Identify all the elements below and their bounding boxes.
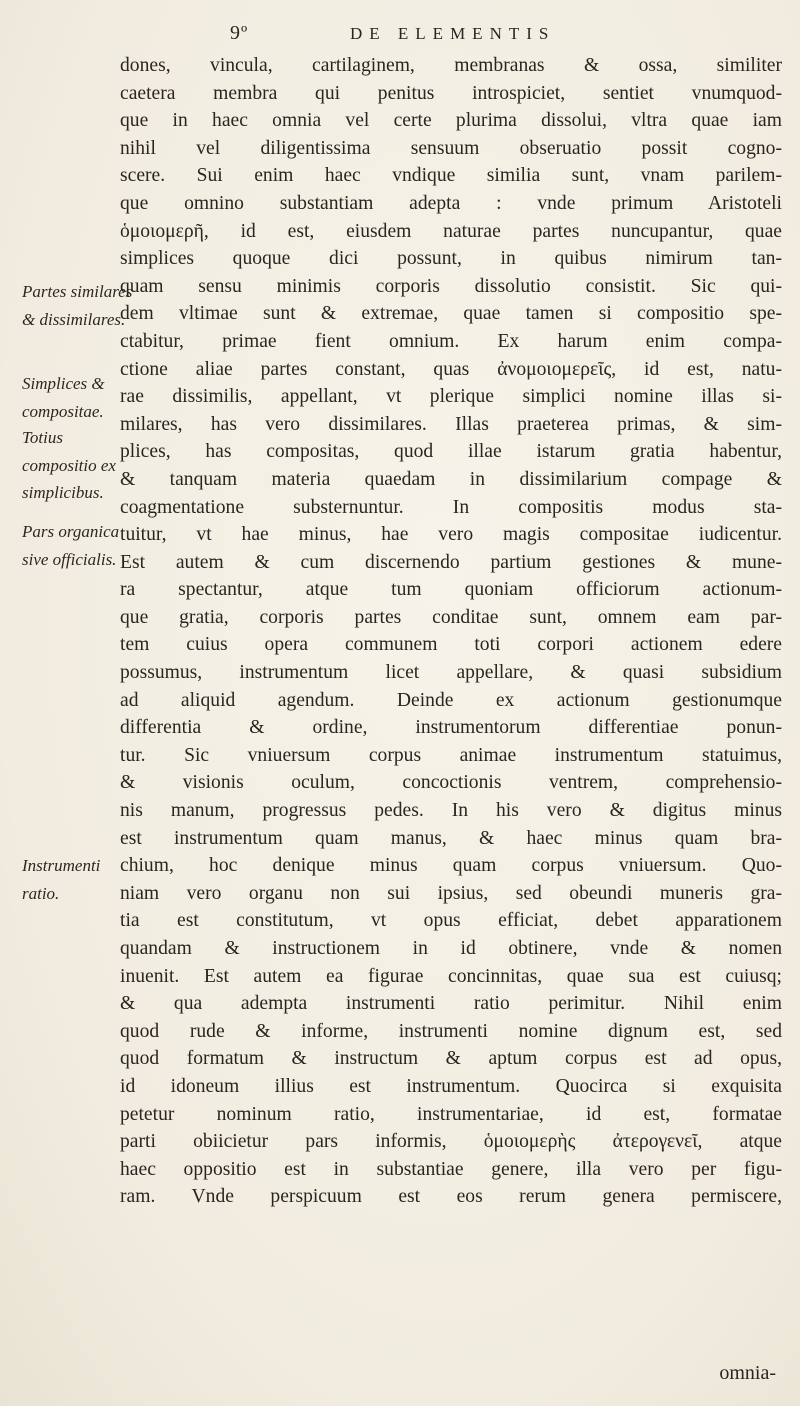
text-line: scere. Sui enim haec vndique similia sunt, vnam parilem-	[120, 165, 782, 187]
body-text	[120, 52, 782, 1239]
running-head	[230, 22, 710, 50]
text-line: tia est constitutum, vt opus efficiat, debet apparationem	[120, 910, 782, 932]
text-line: ad aliquid agendum. Deinde ex actionum gestionumque	[120, 689, 782, 711]
text-line: niam vero organu non sui ipsius, sed obeundi muneris gra-	[120, 882, 782, 904]
text-line: quod rude & informe, instrumenti nomine dignum est, sed	[120, 1020, 782, 1042]
text-line: plices, has compositas, quod illae istarum gratia habentur,	[120, 441, 782, 463]
text-line: id idoneum illius est instrumentum. Quocirca si exquisita	[120, 1075, 782, 1097]
margin-note-instrumenti-ratio: Instrumenti ratio.	[22, 856, 101, 903]
text-line: ram. Vnde perspicuum est eos rerum genera permiscere,	[120, 1186, 782, 1208]
text-line: dones, vincula, cartilaginem, membranas & ossa, similiter	[120, 55, 782, 76]
text-line: & qua adempta instrumenti ratio perimitur. Nihil enim	[120, 993, 782, 1015]
text-line: ὁμοιομερῆ, id est, eiusdem naturae partes nuncupantur, quae	[120, 220, 782, 242]
text-line: nihil vel diligentissima sensuum obseruatio possit cogno-	[120, 137, 782, 159]
margin-note-totius-compositio: Totius compositio ex simplicibus.	[22, 428, 116, 502]
text-line: chium, hoc denique minus quam corpus vniuersum. Quo-	[120, 855, 782, 877]
text-line: Est autem & cum discernendo partium gestiones & mune-	[120, 551, 782, 573]
text-line: petetur nominum ratio, instrumentariae, id est, formatae	[120, 1103, 782, 1125]
text-line: tur. Sic vniuersum corpus animae instrumentum statuimus,	[120, 744, 782, 766]
text-line: que in haec omnia vel certe plurima dissolui, vltra quae iam	[120, 110, 782, 132]
text-line: rae dissimilis, appellant, vt plerique simplici nomine illas si-	[120, 386, 782, 408]
text-line: que omnino substantiam adepta : vnde primum Aristoteli	[120, 192, 782, 214]
text-line: differentia & ordine, instrumentorum differentiae ponun-	[120, 717, 782, 739]
text-line: ctabitur, primae fient omnium. Ex harum enim compa-	[120, 330, 782, 352]
margin-note-pars-organica: Pars organica sive officialis.	[22, 522, 120, 569]
text-line: nis manum, progressus pedes. In his vero & digitus minus	[120, 800, 782, 822]
text-line: caetera membra qui penitus introspiciet, sentiet vnumquod-	[120, 82, 782, 104]
text-line: quod formatum & instructum & aptum corpus est ad opus,	[120, 1048, 782, 1070]
text-line: ra spectantur, atque tum quoniam officiorum actionum-	[120, 579, 782, 601]
text-line: inuenit. Est autem ea figurae concinnitas, quae sua est cuiusq;	[120, 965, 782, 987]
margin-note-partes-similares: Partes similares & dissimilares.	[22, 282, 133, 329]
text-line: quam sensu minimis corporis dissolutio consistit. Sic qui-	[120, 275, 782, 297]
text-line: possumus, instrumentum licet appellare, & quasi subsidium	[120, 662, 782, 684]
catchword: omnia-	[719, 1362, 776, 1384]
text-line: ctione aliae partes constant, quas ἀνομοιομερεῖς, id est, natu-	[120, 358, 782, 380]
text-line: & tanquam materia quaedam in dissimilarium compage &	[120, 468, 782, 490]
text-line: milares, has vero dissimilares. Illas praeterea primas, & sim-	[120, 413, 782, 435]
text-line: & visionis oculum, concoctionis ventrem, comprehensio-	[120, 772, 782, 794]
text-line: coagmentatione substernuntur. In compositis modus sta-	[120, 496, 782, 518]
text-line: tem cuius opera communem toti corpori actionem edere	[120, 634, 782, 656]
margin-note-simplices: Simplices & compositae.	[22, 374, 105, 421]
text-line: que gratia, corporis partes conditae sunt, omnem eam par-	[120, 606, 782, 628]
text-line	[120, 1211, 782, 1239]
running-title: DE ELEMENTIS	[350, 24, 556, 43]
text-line: quandam & instructionem in id obtinere, vnde & nomen	[120, 938, 782, 959]
text-line: parti obiicietur pars informis, ὁμοιομερὴς ἀτερογενεῖ, atque	[120, 1131, 782, 1153]
text-line: dem vltimae sunt & extremae, quae tamen si compositio spe-	[120, 303, 782, 325]
text-line: tuitur, vt hae minus, hae vero magis compositae iudicentur.	[120, 524, 782, 546]
text-line: haec oppositio est in substantiae genere, illa vero per figu-	[120, 1158, 782, 1180]
text-line: simplices quoque dici possunt, in quibus nimirum tan-	[120, 248, 782, 270]
page-number: 9º	[230, 22, 249, 44]
text-line: est instrumentum quam manus, & haec minus quam bra-	[120, 827, 782, 849]
